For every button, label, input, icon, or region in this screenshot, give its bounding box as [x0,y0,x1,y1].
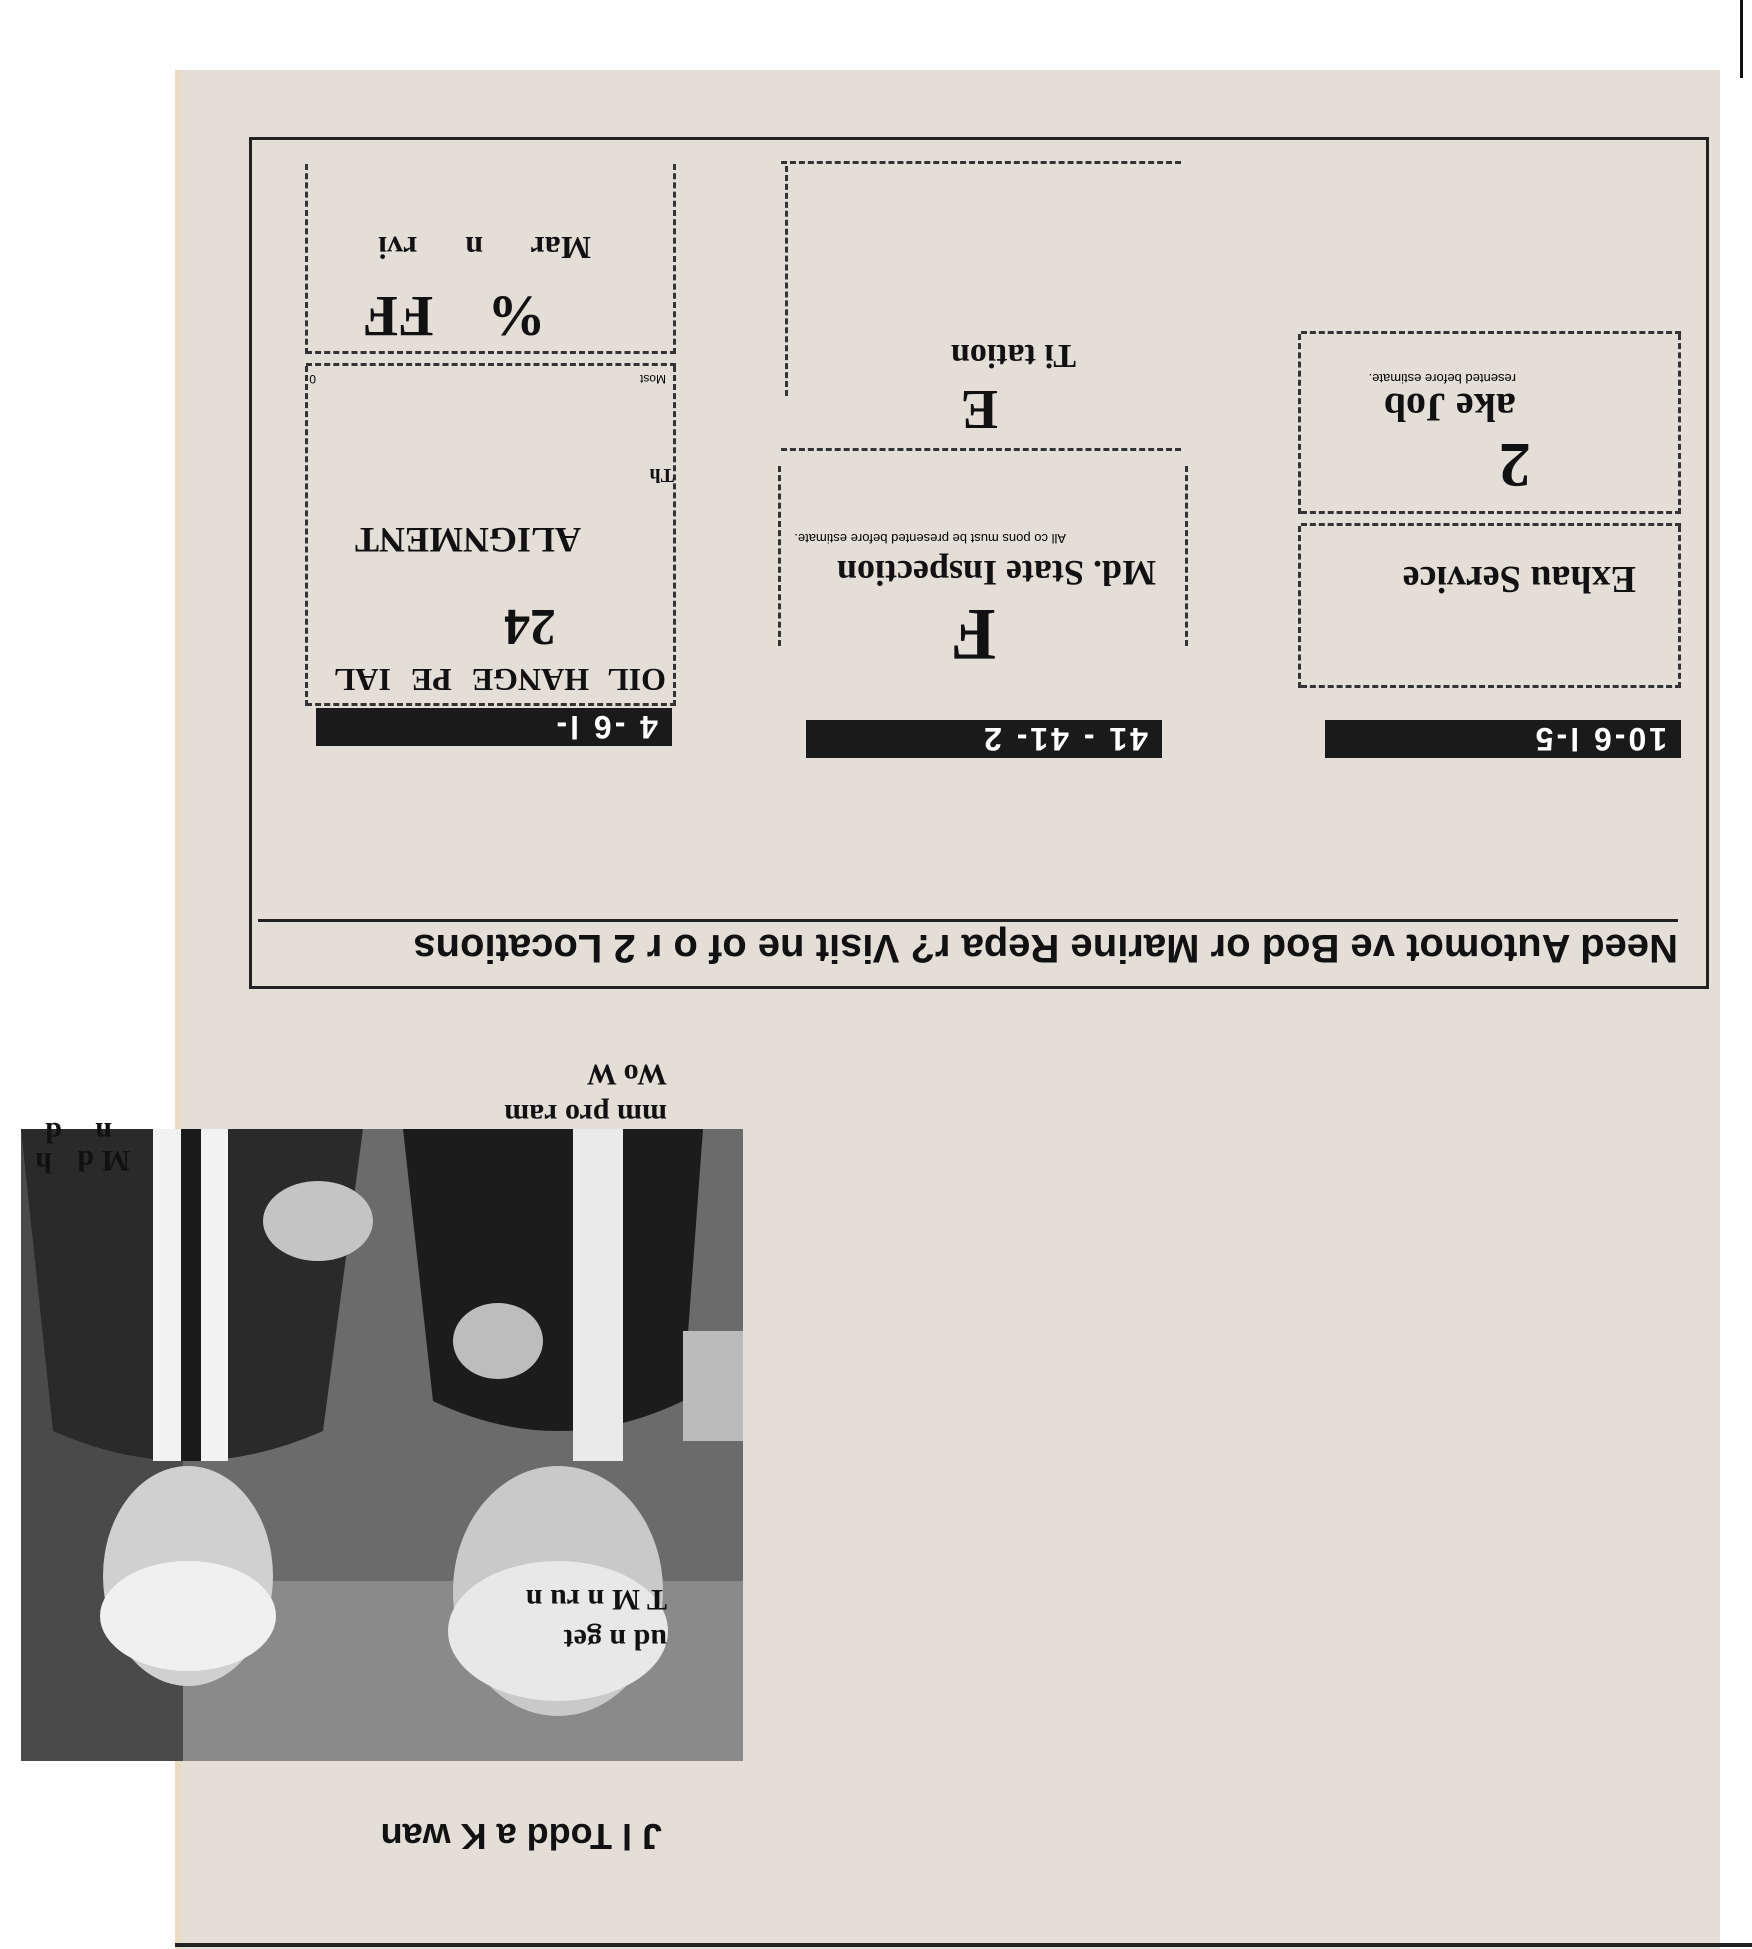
coupon-price: 24 [504,598,556,655]
coupon-border [306,703,676,706]
coupon-big-letter: E [960,378,998,440]
coupon-title: Exhau Service [1402,558,1636,600]
ad-headline: Need Automot ve Bod or Marine Repa r? Visit ne of o r 2 Locations [413,926,1678,970]
story-line: ud n get [563,1623,667,1656]
ad-banner [258,919,1678,974]
coupon-big-letter: F [950,593,996,675]
photo-caption: J l Todd a K wan [380,1816,662,1857]
coupon-big-text: % FF [362,284,546,349]
coupon-border [305,366,308,706]
story-block-2 [504,1054,667,1134]
coupon-border [778,466,781,646]
coupon-border [1301,523,1681,526]
story-line: d [45,1116,62,1149]
coupon-sub: Th [649,464,674,486]
coupon-border [1678,526,1681,688]
story-line: Wo W [586,1058,667,1091]
coupon-border [673,164,676,354]
coupon-border [306,363,676,366]
coupon-note: 0 [309,372,316,386]
phone-bar-3: 4 -6 l- [316,708,672,746]
coupon-border [781,448,1181,451]
coupon-title: OIL HANGE PE IAL [333,662,666,698]
story-line: n [95,1116,112,1149]
story-block-1 [526,1579,667,1659]
coupon-border [305,164,308,354]
coupon-border [785,166,788,396]
coupon-border [1301,685,1681,688]
coupon-border [1298,526,1301,688]
photo-illustration [21,1129,743,1761]
coupon-border [781,161,1181,164]
story-line: T M n ru n [525,1583,667,1616]
coupon-note: Most [639,372,666,386]
coupon-border [306,351,676,354]
photo [21,1129,743,1761]
coupon-title: ALIGNMENT [354,520,581,560]
story-line: h [35,1146,52,1179]
coupon-title: Mar n rvi [378,230,591,266]
advertisement [249,137,1709,989]
coupon-border [1301,331,1681,334]
story-line: mm pro ram [504,1098,667,1131]
coupon-border [673,366,676,706]
phone-bar-2: 41 - 41- 2 [806,720,1162,758]
coupon-border [1298,334,1301,514]
coupon-title: Md. State Inspection [836,553,1156,593]
coupon-border [1678,334,1681,514]
story-line: M d [77,1144,130,1177]
phone-bar-1: 10-6 l-5 [1325,720,1681,758]
coupon-note: All co pons must be presented before estimate. [794,531,1066,546]
coupon-note: resented before estimate. [1368,371,1516,386]
coupon-title: ake Job [1383,385,1516,430]
coupon-border [1301,511,1681,514]
coupon-big-number: 2 [1499,430,1531,501]
coupon-border [1185,466,1188,646]
coupon-title: Ti tation [950,337,1076,374]
